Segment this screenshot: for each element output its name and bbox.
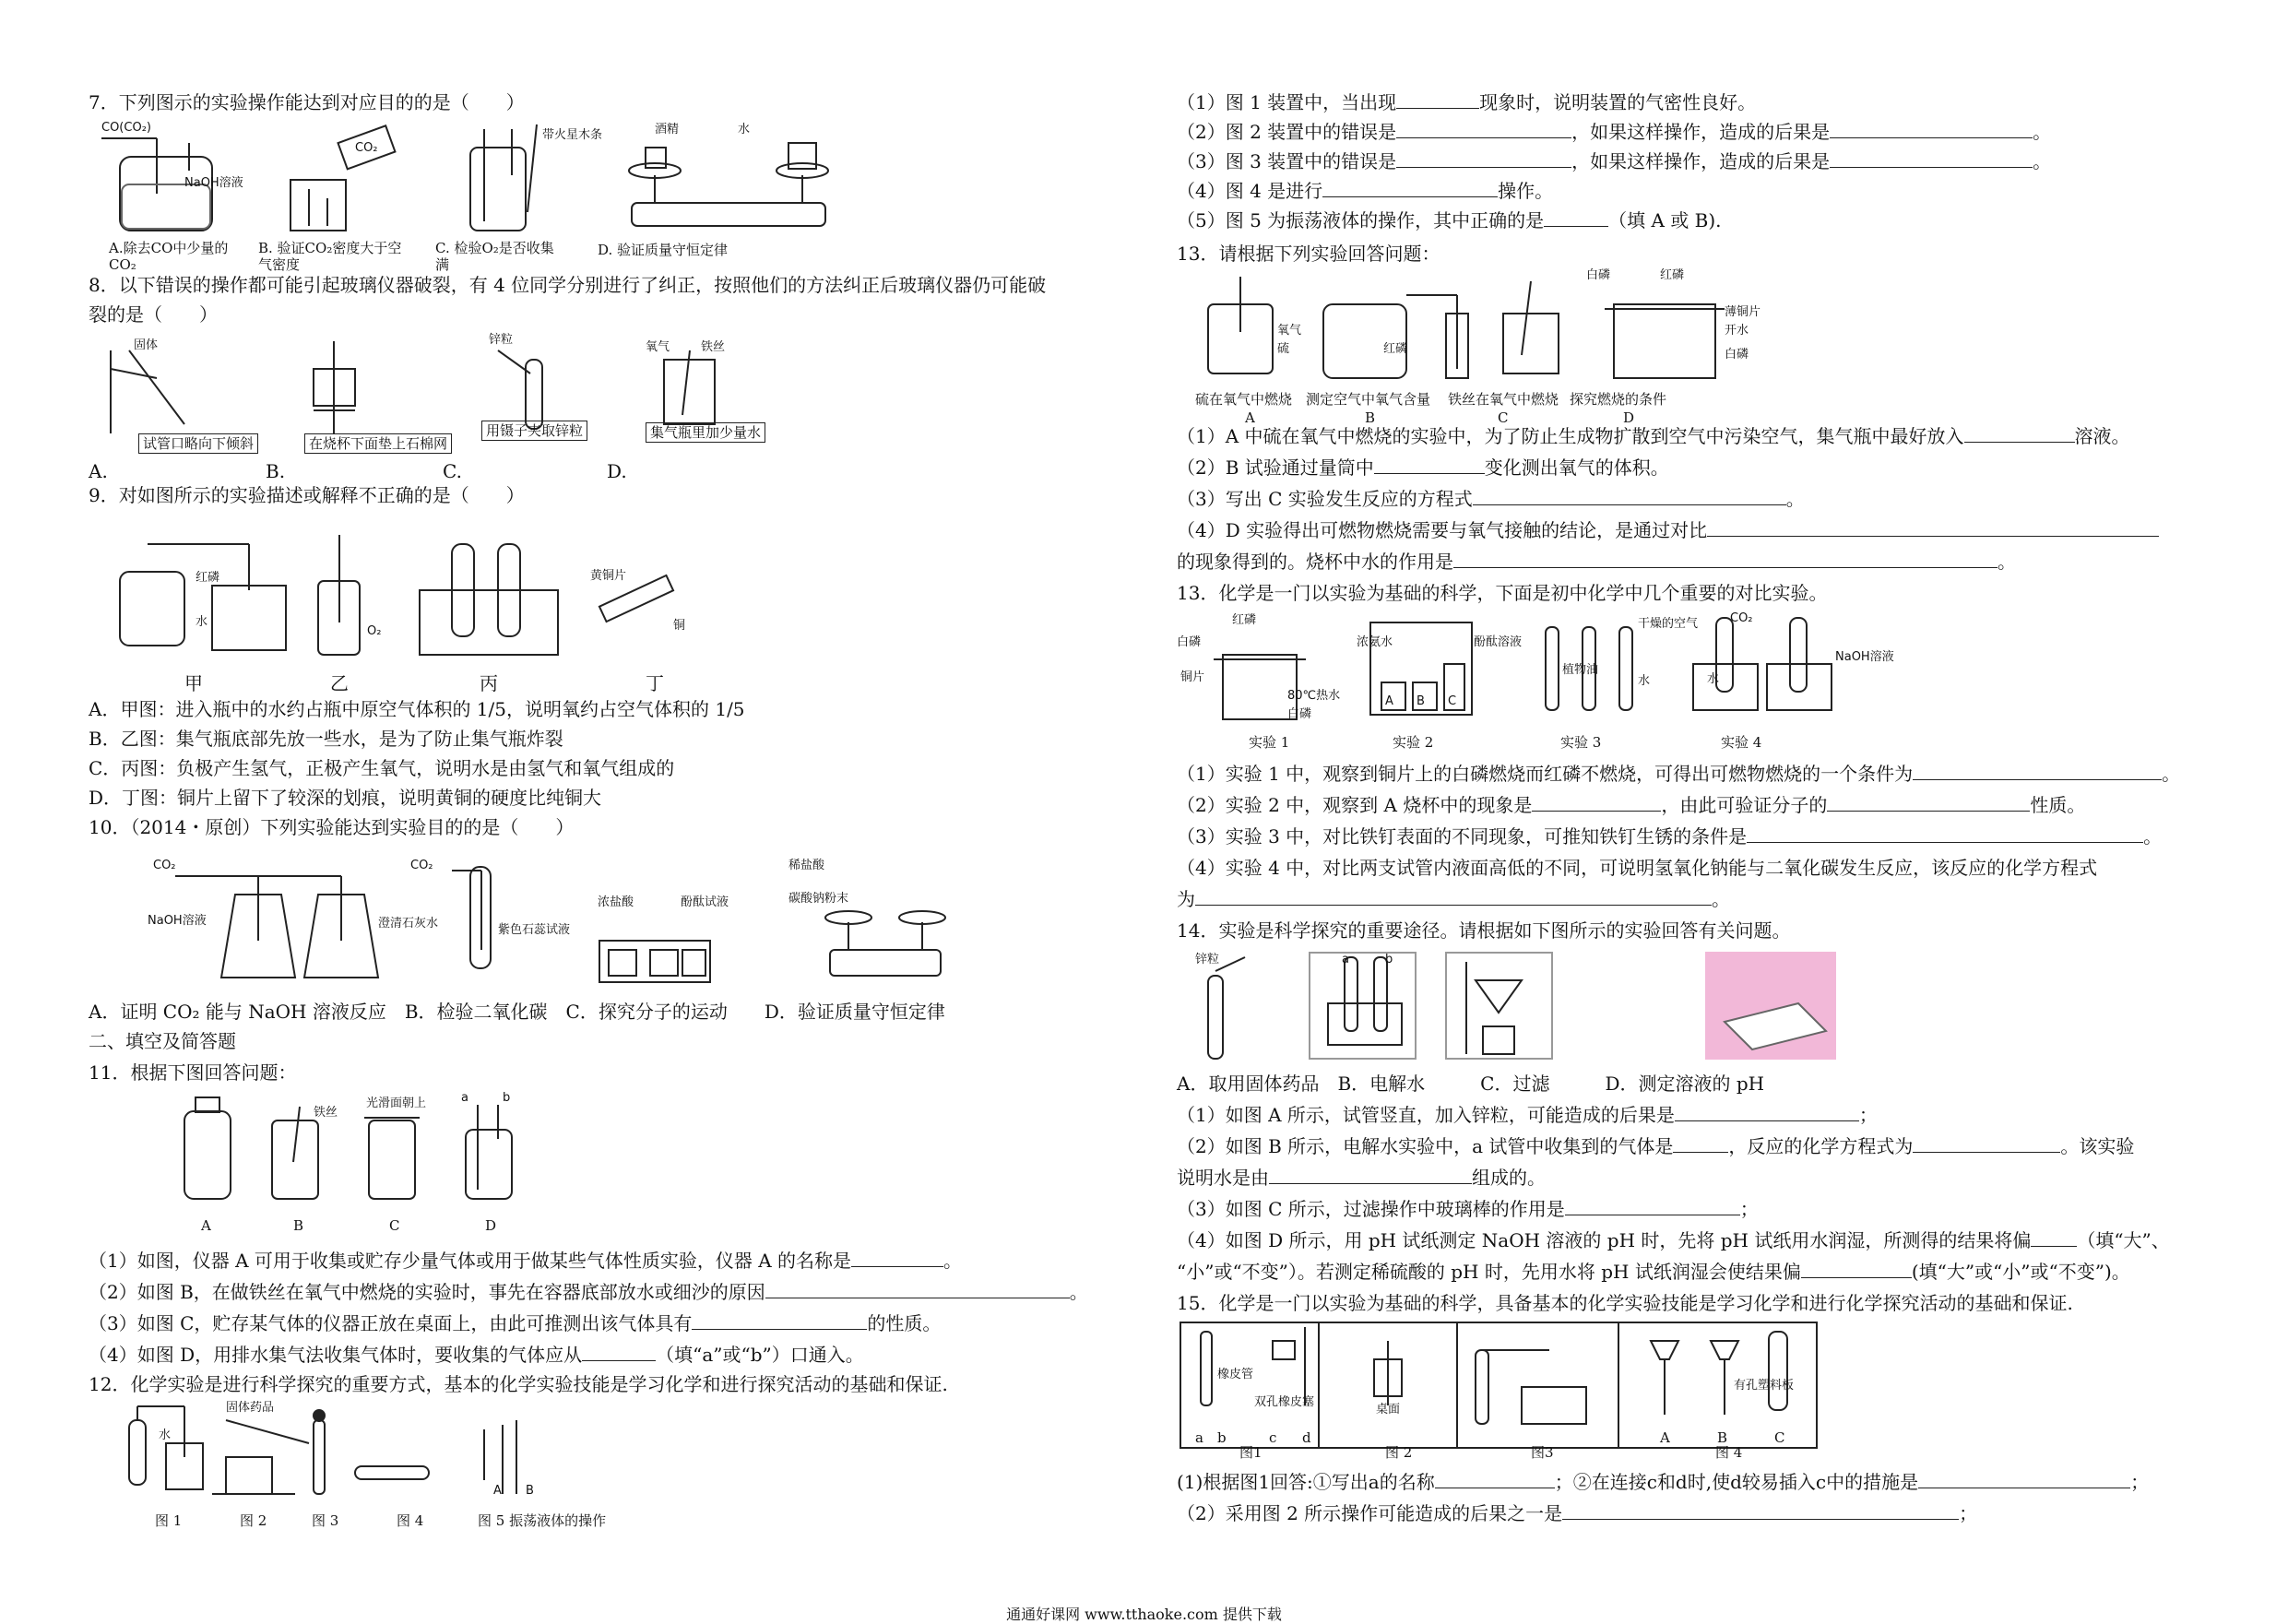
- q7-label-co2: CO₂: [355, 141, 378, 155]
- q14-label-a: a: [1342, 953, 1349, 966]
- q12-label-water: 水: [159, 1428, 172, 1442]
- q13b-line-3: （3）实验 3 中，对比铁钉表面的不同现象，可推知铁钉生锈的条件是 。: [1177, 825, 2163, 848]
- q15-letter-c: c: [1269, 1429, 1277, 1446]
- q10-label-co2-a: CO₂: [153, 859, 176, 872]
- q10-stem: 10．（2014・原创）下列实验能达到实验目的的是（ ）: [89, 816, 575, 838]
- q13b-label-white-p: 白磷: [1177, 635, 1202, 649]
- q7-label-co: CO(CO₂): [101, 121, 151, 135]
- q10-label-limewater: 澄清石灰水: [378, 917, 439, 931]
- q15-caption-4: 图 4: [1715, 1444, 1743, 1461]
- q8-stem-line2: 裂的是（ ）: [89, 303, 218, 326]
- q12-caption-4: 图 4: [397, 1512, 424, 1529]
- q13a-label-sulfur: 硫: [1277, 342, 1290, 356]
- q13a-figures: [1199, 267, 1771, 387]
- q13b-caption-3: 实验 3: [1560, 734, 1602, 751]
- q8-label-zinc: 锌粒: [489, 333, 514, 347]
- q7-caption-c: C. 检验O₂是否收集满: [435, 240, 554, 273]
- q11-letter-b: B: [293, 1217, 304, 1234]
- q7-label-alcohol: 酒精: [655, 123, 680, 136]
- q13b-label-ammonia: 浓氨水: [1357, 635, 1393, 649]
- q9-option-b: B．乙图：集气瓶底部先放一些水，是为了防止集气瓶炸裂: [89, 728, 563, 750]
- q13b-line-2: （2）实验 2 中，观察到 A 烧杯中的现象是 ，由此可验证分子的 性质。: [1177, 794, 2086, 816]
- q11-letter-c: C: [389, 1217, 400, 1234]
- q15-label-table: 桌面: [1376, 1403, 1401, 1417]
- q13a-line-1: （1）A 中硫在氧气中燃烧的实验中，为了防止生成物扩散到空气中污染空气，集气瓶中最好放入 溶液。: [1177, 425, 2130, 447]
- q15-line-1: (1)根据图1回答:①写出a的名称 ；②在连接c和d时,使d较易插入c中的措施是 ；: [1177, 1471, 2150, 1493]
- q8-stem-line1: 8．以下错误的操作都可能引起玻璃仪器破裂，有 4 位同学分别进行了纠正，按照他们的方法纠正后玻璃仪器仍可能破: [89, 274, 1047, 296]
- q15-letter-a: a: [1195, 1429, 1203, 1446]
- q13b-line-1: （1）实验 1 中，观察到铜片上的白磷燃烧而红磷不燃烧，可得出可燃物燃烧的一个条件为 。: [1177, 763, 2181, 785]
- q13b-label-naoh: NaOH溶液: [1835, 650, 1894, 664]
- q15-caption-1: 图1: [1239, 1444, 1263, 1461]
- q10-label-hcl: 浓盐酸: [598, 895, 634, 909]
- q13b-label-water: 水: [1638, 674, 1651, 688]
- q12-sub-5: （5）图 5 为振荡液体的操作，其中正确的是 （填 A 或 B).: [1177, 209, 1722, 231]
- q13b-label-c: C: [1448, 694, 1457, 708]
- q11-letter-d: D: [485, 1217, 497, 1234]
- q12-caption-5: 图 5 振荡液体的操作: [478, 1512, 607, 1529]
- q9-label-ding: 丁: [646, 672, 664, 694]
- q11-letter-a: A: [201, 1217, 211, 1234]
- q12-sub-4: （4）图 4 是进行 操作。: [1177, 180, 1554, 202]
- q13b-label-co2: CO₂: [1730, 611, 1753, 625]
- q13b-caption-1: 实验 1: [1249, 734, 1290, 751]
- q14-line-5: （4）如图 D 所示，用 pH 试纸测定 NaOH 溶液的 pH 时，先将 pH 试纸用水润湿，所测得的结果将偏 （填“大”、: [1177, 1229, 2170, 1251]
- q12-sub-1: （1）图 1 装置中，当出现 现象时，说明装置的气密性良好。: [1177, 91, 1757, 113]
- q9-option-d: D．丁图：铜片上留下了较深的划痕，说明黄铜的硬度比纯铜大: [89, 787, 602, 809]
- q13a-line-4: （4）D 实验得出可燃物燃烧需要与氧气接触的结论，是通过对比: [1177, 518, 2159, 542]
- q8-caption-c: 用镊子夹取锌粒: [481, 421, 587, 441]
- q13b-line-5: 为 。: [1177, 888, 1730, 910]
- q11-label-b: b: [503, 1091, 511, 1105]
- q14-figures: [1190, 948, 1854, 1066]
- q13b-label-red-p: 红磷: [1232, 613, 1257, 627]
- q11-label-wire: 铁丝: [314, 1106, 338, 1120]
- q12-label-b: B: [526, 1484, 534, 1498]
- q13b-figures: [1177, 609, 1894, 729]
- q13b-label-phenol: 酚酞溶液: [1474, 635, 1523, 649]
- q15-label-stopper: 双孔橡皮塞: [1254, 1395, 1315, 1409]
- q11-line-4: （4）如图 D，用排水集气法收集气体时，要收集的气体应从 （填“a”或“b”）口通入。: [89, 1344, 864, 1366]
- section-2-heading: 二、填空及简答题: [89, 1030, 236, 1052]
- q10-figures: [148, 858, 941, 996]
- q13b-label-hotwater: 80℃热水: [1287, 689, 1341, 703]
- q9-label-phosphorus: 红磷: [196, 571, 220, 585]
- q13a-letter-c: C: [1498, 409, 1509, 426]
- q12-label-a: A: [493, 1484, 502, 1498]
- q13b-caption-2: 实验 2: [1393, 734, 1434, 751]
- q7-caption-d: D. 验证质量守恒定律: [598, 242, 729, 258]
- q8-caption-d: 集气瓶里加少量水: [646, 422, 765, 443]
- q11-line-1: （1）如图，仪器 A 可用于收集或贮存少量气体或用于做某些气体性质实验，仪器 A 的名称是 。: [89, 1250, 963, 1272]
- q7-figures: [101, 120, 1079, 240]
- q10-label-naoh: NaOH溶液: [148, 914, 207, 928]
- q13a-caption-b: 测定空气中氧气含量: [1306, 391, 1431, 408]
- q10-label-co2-b: CO₂: [410, 859, 433, 872]
- q13a-line-3: （3）写出 C 实验发生反应的方程式 。: [1177, 488, 1805, 510]
- q12-stem: 12．化学实验是进行科学探究的重要方式，基本的化学实验技能是学习化学和进行探究活动的基础和保证.: [89, 1373, 948, 1395]
- q9-label-yi: 乙: [330, 672, 349, 694]
- q7-caption-a: A.除去CO中少量的CO₂: [109, 240, 229, 273]
- q15-label-hose: 橡皮管: [1217, 1368, 1254, 1381]
- q15-letter-B: B: [1717, 1429, 1728, 1446]
- q13b-label-a: A: [1385, 694, 1393, 708]
- q13b-label-water2: 水: [1707, 672, 1720, 686]
- q12-figures: [111, 1402, 627, 1512]
- q10-label-litmus: 紫色石蕊试液: [498, 923, 571, 937]
- q8-caption-b: 在烧杯下面垫上石棉网: [304, 433, 452, 454]
- q12-caption-2: 图 2: [240, 1512, 267, 1529]
- q8-letter-c: C.: [443, 460, 462, 482]
- q15-letter-d: d: [1302, 1429, 1311, 1446]
- q9-option-a: A．甲图：进入瓶中的水约占瓶中原空气体积的 1/5，说明氧约占空气体积的 1/5: [89, 698, 745, 720]
- q7-label-splint: 带火星木条: [542, 128, 603, 142]
- q10-label-na2co3: 碳酸钠粉末: [788, 892, 849, 906]
- q9-option-c: C．丙图：负极产生氢气，正极产生氧气，说明水是由氢气和氧气组成的: [89, 757, 675, 779]
- q15-stem: 15．化学是一门以实验为基础的科学，具备基本的化学实验技能是学习化学和进行化学探究活动的基础和保证.: [1177, 1292, 2073, 1314]
- q14-line-4: （3）如图 C 所示，过滤操作中玻璃棒的作用是 ；: [1177, 1198, 1759, 1220]
- q12-sub-3: （3）图 3 装置中的错误是 ，如果这样操作，造成的后果是 。: [1177, 150, 2052, 172]
- q13a-label-phosphorus: 红磷: [1383, 342, 1408, 356]
- q13b-label-white-p2: 白磷: [1287, 707, 1312, 721]
- q8-label-oxygen: 氧气: [646, 340, 670, 354]
- q11-line-2: （2）如图 B，在做铁丝在氧气中燃烧的实验时，事先在容器底部放水或细沙的原因 。: [89, 1281, 1088, 1303]
- q13a-label-red-p: 红磷: [1660, 268, 1685, 282]
- q8-letter-a: A.: [89, 460, 108, 482]
- q14-line-1: （1）如图 A 所示，试管竖直，加入锌粒，可能造成的后果是 ；: [1177, 1104, 1878, 1126]
- q14-options: A．取用固体药品 B．电解水 C．过滤 D．测定溶液的 pH: [1177, 1073, 1765, 1095]
- q8-caption-a: 试管口略向下倾斜: [138, 433, 258, 454]
- q13b-line-4: （4）实验 4 中，对比两支试管内液面高低的不同，可说明氢氧化钠能与二氧化碳发生反应，该反应的化学方程式: [1177, 857, 2098, 879]
- q15-letter-b: b: [1217, 1429, 1227, 1446]
- q11-figures: [184, 1088, 553, 1217]
- q13b-stem: 13．化学是一门以实验为基础的科学，下面是初中化学中几个重要的对比实验。: [1177, 582, 1828, 604]
- q9-figures: [111, 535, 701, 673]
- q13b-label-copper: 铜片: [1180, 670, 1205, 684]
- q9-label-water: 水: [196, 615, 208, 629]
- q11-stem: 11．根据下图回答问题：: [89, 1061, 297, 1084]
- q15-label-plate: 有孔塑料板: [1734, 1379, 1795, 1393]
- q12-caption-1: 图 1: [155, 1512, 183, 1529]
- q14-line-3: 说明水是由 组成的。: [1177, 1167, 1546, 1189]
- q7-caption-b: B. 验证CO₂密度大于空气密度: [258, 240, 402, 273]
- q10-label-phenol: 酚酞试液: [681, 895, 729, 909]
- q12-label-solid: 固体药品: [226, 1401, 275, 1415]
- q13a-letter-a: A: [1245, 409, 1255, 426]
- q14-line-2: （2）如图 B 所示，电解水实验中，a 试管中收集到的气体是 ，反应的化学方程式为 。该实验: [1177, 1135, 2135, 1157]
- q9-label-o2: O₂: [367, 624, 382, 638]
- q8-label-wire: 铁丝: [701, 340, 726, 354]
- q13a-line-5: 的现象得到的。烧杯中水的作用是 。: [1177, 551, 2016, 573]
- q13a-label-oxygen: 氧气: [1277, 324, 1302, 338]
- q8-letter-b: B.: [266, 460, 286, 482]
- q7-stem: 7．下列图示的实验操作能达到对应目的的是（ ）: [89, 91, 525, 113]
- q9-label-bing: 丙: [480, 672, 498, 694]
- q7-label-water: 水: [738, 123, 751, 136]
- q13a-stem: 13．请根据下列实验回答问题：: [1177, 243, 1440, 265]
- q14-label-zinc: 锌粒: [1195, 953, 1220, 966]
- q15-line-2: （2）采用图 2 所示操作可能造成的后果之一是 ；: [1177, 1502, 1978, 1524]
- q11-label-a: a: [461, 1091, 468, 1105]
- q13b-label-b: B: [1417, 694, 1425, 708]
- page-footer: 通通好课网 www.tthaoke.com 提供下载: [1006, 1606, 1282, 1623]
- q11-label-smooth: 光滑面朝上: [366, 1096, 427, 1110]
- q15-caption-2: 图 2: [1385, 1444, 1413, 1461]
- q12-sub-2: （2）图 2 装置中的错误是 ，如果这样操作，造成的后果是 。: [1177, 121, 2052, 143]
- q9-label-jia: 甲: [184, 672, 203, 694]
- q13b-label-dry-air: 干燥的空气: [1638, 617, 1699, 631]
- q15-caption-3: 图3: [1531, 1444, 1554, 1461]
- q15-letter-A: A: [1660, 1429, 1670, 1446]
- q14-label-b: b: [1385, 953, 1393, 966]
- q7-label-naoh: NaOH溶液: [184, 176, 243, 190]
- q13a-label-white-p2: 白磷: [1725, 348, 1749, 362]
- q13a-caption-d: 探究燃烧的条件: [1570, 391, 1667, 408]
- q13b-caption-4: 实验 4: [1721, 734, 1762, 751]
- q13b-label-oil: 植物油: [1562, 663, 1599, 677]
- q13a-label-copper: 薄铜片: [1725, 305, 1761, 319]
- q14-stem: 14．实验是科学探究的重要途径。请根据如下图所示的实验回答有关问题。: [1177, 919, 1791, 942]
- q9-label-copper: 铜: [673, 619, 686, 633]
- q13a-letter-b: B: [1365, 409, 1376, 426]
- q9-label-brass: 黄铜片: [590, 569, 627, 583]
- q14-line-6: “小”或“不变”）。若测定稀硫酸的 pH 时，先用水将 pH 试纸润湿会使结果偏 (填“大”或“小”或“不变”)。: [1177, 1261, 2130, 1283]
- q10-label-dilute-hcl: 稀盐酸: [788, 859, 825, 872]
- q13a-label-hotwater: 开水: [1725, 324, 1749, 338]
- q8-letter-d: D.: [607, 460, 627, 482]
- q13a-label-white-p: 白磷: [1586, 268, 1611, 282]
- q11-line-3: （3）如图 C，贮存某气体的仪器正放在桌面上，由此可推测出该气体具有 的性质。: [89, 1312, 942, 1334]
- q15-letter-C: C: [1774, 1429, 1785, 1446]
- q12-caption-3: 图 3: [312, 1512, 339, 1529]
- q13a-caption-a: 硫在氧气中燃烧: [1195, 391, 1293, 408]
- q13a-line-2: （2）B 试验通过量筒中 变化测出氧气的体积。: [1177, 456, 1669, 479]
- q9-stem: 9．对如图所示的实验描述或解释不正确的是（ ）: [89, 484, 525, 506]
- q13a-caption-c: 铁丝在氧气中燃烧: [1448, 391, 1559, 408]
- q13a-letter-d: D: [1623, 409, 1635, 426]
- q8-label-solid: 固体: [134, 338, 159, 352]
- q10-options: A．证明 CO₂ 能与 NaOH 溶液反应 B．检验二氧化碳 C．探究分子的运动 D．验证质量守恒定律: [89, 1001, 945, 1023]
